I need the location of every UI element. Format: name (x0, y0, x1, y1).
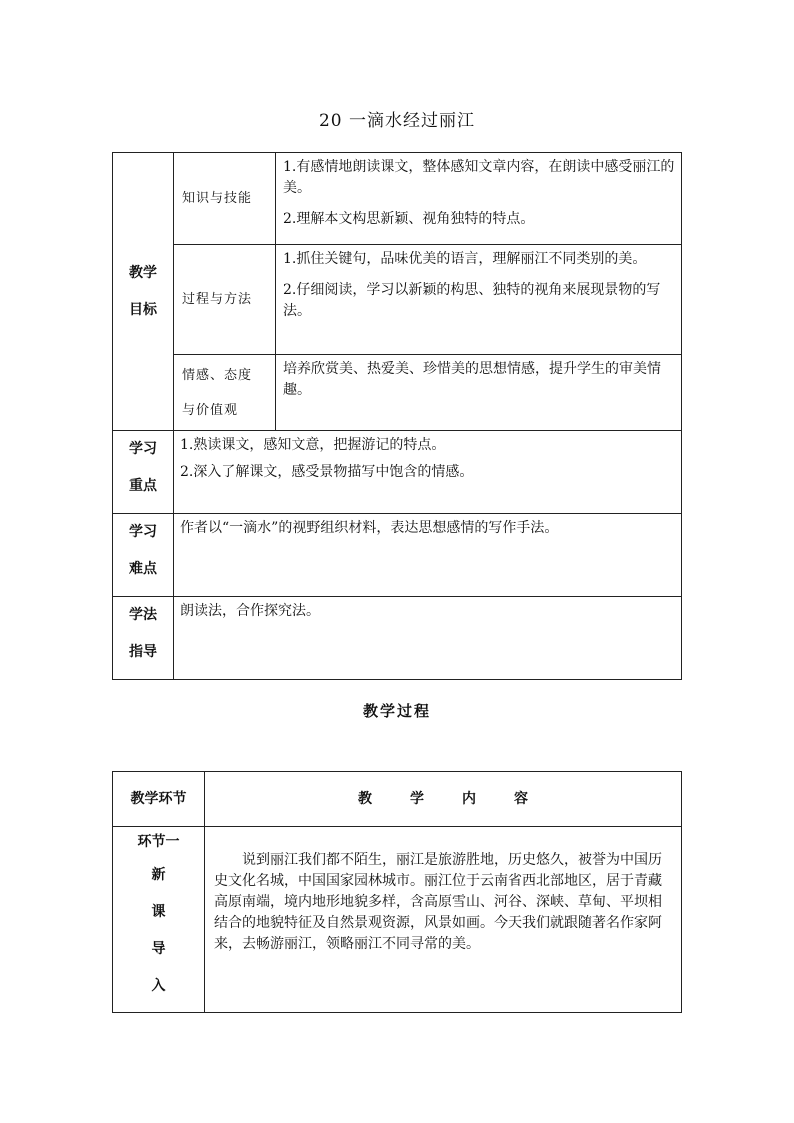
stage-char: 入 (151, 978, 166, 994)
item-text: 1.熟读课文，感知文意，把握游记的特点。 (180, 437, 446, 453)
document-title: 20 一滴水经过丽江 (318, 111, 476, 131)
item-text: 培养欣赏美、热爱美、珍惜美的思想情感，提升学生的审美情趣。 (283, 361, 661, 398)
label-line: 学习 (129, 441, 157, 457)
label-line: 目标 (129, 301, 157, 318)
process-section-title: 教学过程 (362, 702, 431, 720)
method-content: 朗读法，合作探究法。 (174, 597, 682, 680)
item-text: 2.理解本文构思新颖、视角独特的特点。 (283, 211, 535, 227)
stage-char: 课 (151, 904, 166, 920)
stage-char: 新 (151, 867, 166, 883)
stage-char: 导 (151, 941, 166, 957)
item-text: 1.抓住关键句，品味优美的语言，理解丽江不同类别的美。 (283, 251, 647, 267)
label-line: 与价值观 (182, 402, 239, 418)
emotion-content (276, 355, 682, 431)
objectives-table (112, 152, 682, 680)
focus-content (174, 431, 682, 514)
knowledge-content (276, 153, 682, 245)
process-table (112, 771, 682, 1013)
knowledge-label: 知识与技能 (174, 153, 276, 245)
label-line: 学法 (129, 607, 157, 623)
stage-label (113, 827, 205, 1013)
difficulty-label (113, 514, 174, 597)
method-label (113, 597, 174, 680)
item-text: 2.仔细阅读，学习以新颖的构思、独特的视角来展现景物的写法。 (283, 282, 661, 319)
item-text: 2.深入了解课文，感受景物描写中饱含的情感。 (180, 464, 474, 480)
label-line: 教学 (129, 264, 157, 281)
objectives-label (113, 153, 174, 431)
process-label: 过程与方法 (174, 245, 276, 355)
stage-title: 环节一 (137, 834, 180, 850)
label-line: 情感、态度 (182, 367, 253, 383)
label-line: 学习 (129, 524, 157, 540)
focus-label (113, 431, 174, 514)
difficulty-content: 作者以“一滴水”的视野组织材料，表达思想感情的写作手法。 (174, 514, 682, 597)
stage-column-header: 教学环节 (113, 772, 205, 827)
label-line: 重点 (129, 478, 157, 494)
content-column-header: 教学内容 (205, 772, 682, 827)
emotion-label (174, 355, 276, 431)
stage-content: 说到丽江我们都不陌生，丽江是旅游胜地，历史悠久，被誉为中国历史文化名城，中国国家园林城市。丽江位于云南省西北部地区，居于青藏高原南端，境内地形地貌多样，含高原雪山、河谷、深峡、草甸、平坝相结合的地貌特征及自然景观资源，风景如画。今天我们就跟随著名作家阿来，去畅游丽江，领略丽江不同寻常的美。 (205, 827, 682, 1013)
process-content (276, 245, 682, 355)
label-line: 难点 (129, 561, 157, 577)
label-line: 指导 (129, 644, 157, 660)
item-text: 1.有感情地朗读课文，整体感知文章内容，在朗读中感受丽江的美。 (283, 159, 675, 196)
